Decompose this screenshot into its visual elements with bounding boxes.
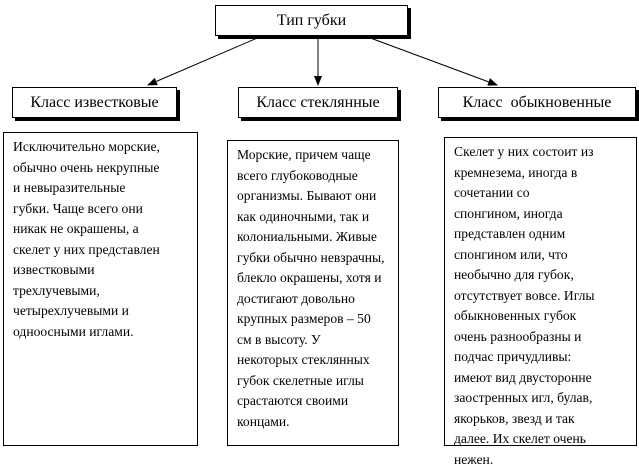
description-line: очень разнообразны и [454, 327, 630, 348]
description-line: организмы. Бывают они [237, 186, 392, 207]
description-glass [227, 140, 399, 446]
description-line: и невыразительные [13, 178, 191, 199]
description-line: заостренных игл, булав, [454, 388, 630, 409]
description-line: нежен. [454, 450, 630, 470]
class-label: Класс известковые [30, 94, 158, 112]
description-line: кремнезема, иногда в [454, 163, 630, 184]
description-line: обычно очень некрупные [13, 158, 191, 179]
description-line: крупных размеров – 50 [237, 309, 392, 330]
description-line: скелет у них представлен [13, 240, 191, 261]
description-line: никак не окрашены, а [13, 219, 191, 240]
description-line: Морские, причем чаще [237, 145, 392, 166]
description-line: имеют вид двусторонне [454, 368, 630, 389]
description-line: губки обычно невзрачны, [237, 248, 392, 269]
arrow-to-class-3 [365, 36, 497, 85]
description-line: подчас причудливы: [454, 347, 630, 368]
description-line: далее. Их скелет очень [454, 429, 630, 450]
description-line: губок скелетные иглы [237, 371, 392, 392]
description-line: как одиночными, так и [237, 207, 392, 228]
description-line: концами. [237, 412, 392, 433]
description-line: известковыми [13, 260, 191, 281]
description-line: всего глубоководные [237, 166, 392, 187]
description-calcareous [3, 132, 198, 446]
description-line: колониальными. Живые [237, 227, 392, 248]
description-line: четырехлучевыми и [13, 301, 191, 322]
description-line: Скелет у них состоит из [454, 142, 630, 163]
description-line: спонгином, иногда [454, 204, 630, 225]
root-node [215, 5, 408, 36]
description-line: отсутствует вовсе. Иглы [454, 286, 630, 307]
description-ordinary [444, 137, 637, 446]
description-line: срастаются своими [237, 391, 392, 412]
description-line: сочетании со [454, 183, 630, 204]
class-node-ordinary [438, 87, 636, 118]
description-line: представлен одним [454, 224, 630, 245]
description-line: некоторых стеклянных [237, 350, 392, 371]
description-line: одноосными иглами. [13, 322, 191, 343]
description-line: обыкновенных губок [454, 306, 630, 327]
description-line: Исключительно морские, [13, 137, 191, 158]
class-label: Класс стеклянные [256, 94, 379, 112]
description-line: якорьков, звезд и так [454, 409, 630, 430]
class-label: Класс обыкновенные [463, 94, 612, 112]
class-node-glass [238, 87, 398, 118]
description-line: спонгином или, что [454, 245, 630, 266]
root-label: Тип губки [277, 12, 346, 30]
description-line: достигают довольно [237, 289, 392, 310]
arrow-to-class-1 [148, 36, 262, 85]
description-line: трехлучевыми, [13, 281, 191, 302]
description-line: губки. Чаще всего они [13, 199, 191, 220]
description-line: см в высоту. У [237, 330, 392, 351]
description-line: блекло окрашены, хотя и [237, 268, 392, 289]
class-node-calcareous [12, 87, 177, 118]
description-line: необычно для губок, [454, 265, 630, 286]
